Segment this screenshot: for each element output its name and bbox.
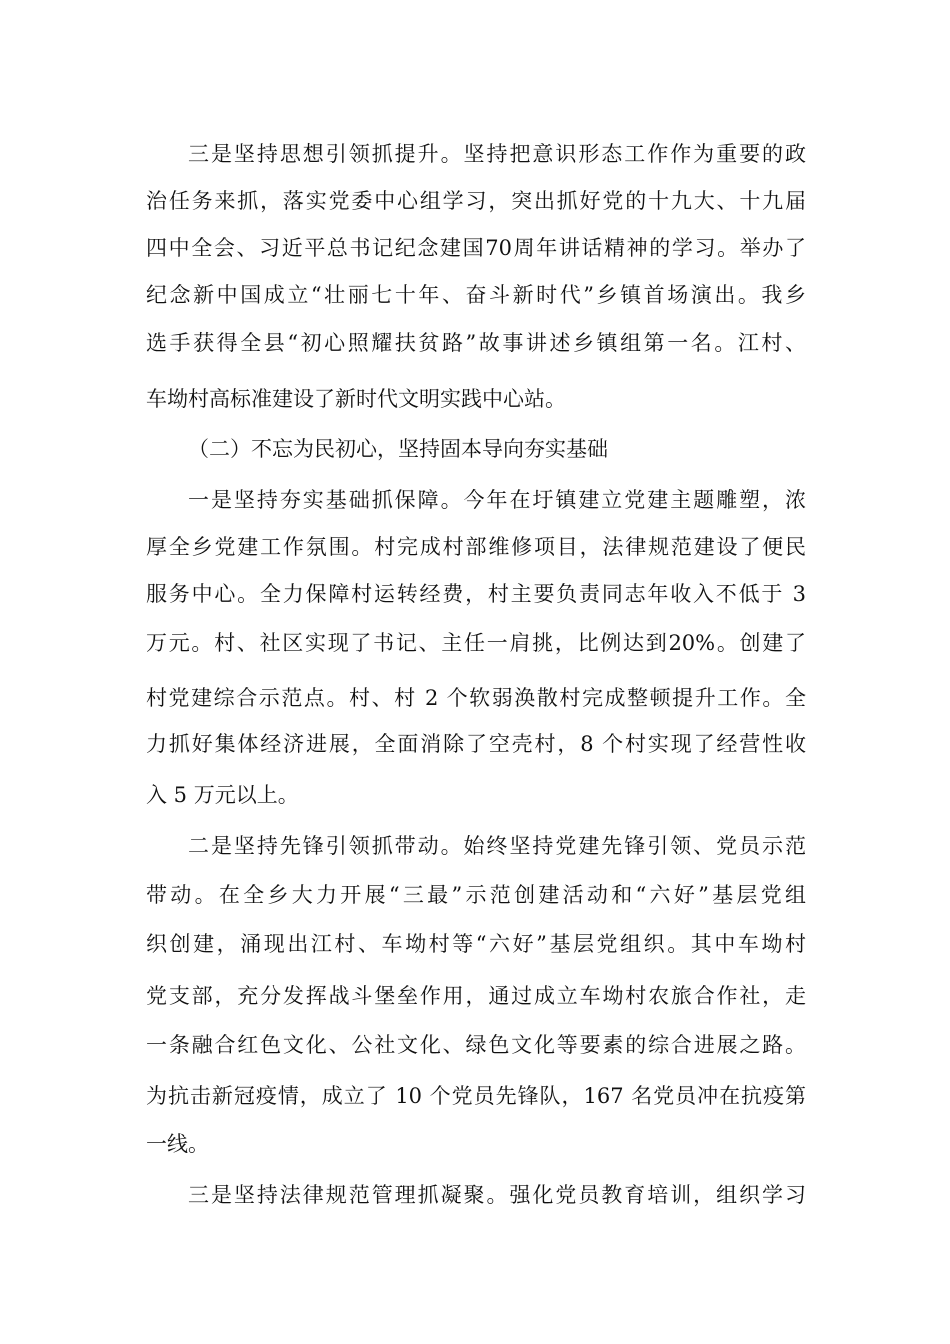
paragraph-line: 二是坚持先锋引领抓带动。始终坚持党建先锋引领、党员示范 (188, 834, 806, 858)
section-heading: （二）不忘为民初心，坚持固本导向夯实基础 (188, 437, 608, 461)
paragraph-line: 三是坚持思想引领抓提升。坚持把意识形态工作作为重要的政 (188, 142, 806, 166)
paragraph-line: 纪念新中国成立“壮丽七十年、奋斗新时代”乡镇首场演出。我乡 (146, 283, 806, 307)
paragraph-line: 织创建，涌现出江村、车坳村等“六好”基层党组织。其中车坳村 (146, 932, 806, 956)
paragraph-line: 选手获得全县“初心照耀扶贫路”故事讲述乡镇组第一名。江村、 (146, 331, 806, 355)
paragraph-line: 一是坚持夯实基础抓保障。今年在圩镇建立党建主题雕塑，浓 (188, 488, 806, 512)
paragraph-line: 车坳村高标准建设了新时代文明实践中心站。 (146, 387, 566, 411)
paragraph-line: 带动。在全乡大力开展“三最”示范创建活动和“六好”基层党组 (146, 883, 806, 907)
paragraph-line: 厚全乡党建工作氛围。村完成村部维修项目，法律规范建设了便民 (146, 535, 806, 559)
paragraph-line: 力抓好集体经济进展，全面消除了空壳村，8 个村实现了经营性收 (146, 732, 806, 756)
paragraph-line: 村党建综合示范点。村、村 2 个软弱涣散村完成整顿提升工作。全 (146, 686, 806, 710)
paragraph-line: 党支部，充分发挥战斗堡垒作用，通过成立车坳村农旅合作社，走 (146, 984, 806, 1008)
paragraph-line: 入 5 万元以上。 (146, 783, 299, 807)
paragraph-line: 一条融合红色文化、公社文化、绿色文化等要素的综合进展之路。 (146, 1033, 806, 1057)
paragraph-line: 为抗击新冠疫情，成立了 10 个党员先锋队，167 名党员冲在抗疫第 (146, 1084, 806, 1108)
paragraph-line: 万元。村、社区实现了书记、主任一肩挑，比例达到20%。创建了 (146, 631, 806, 655)
paragraph-line: 服务中心。全力保障村运转经费，村主要负责同志年收入不低于 3 (146, 582, 806, 606)
paragraph-line: 四中全会、习近平总书记纪念建国70周年讲话精神的学习。举办了 (146, 236, 806, 260)
paragraph-line: 一线。 (146, 1132, 209, 1156)
paragraph-line: 三是坚持法律规范管理抓凝聚。强化党员教育培训，组织学习 (188, 1183, 806, 1207)
paragraph-line: 治任务来抓，落实党委中心组学习，突出抓好党的十九大、十九届 (146, 189, 806, 213)
